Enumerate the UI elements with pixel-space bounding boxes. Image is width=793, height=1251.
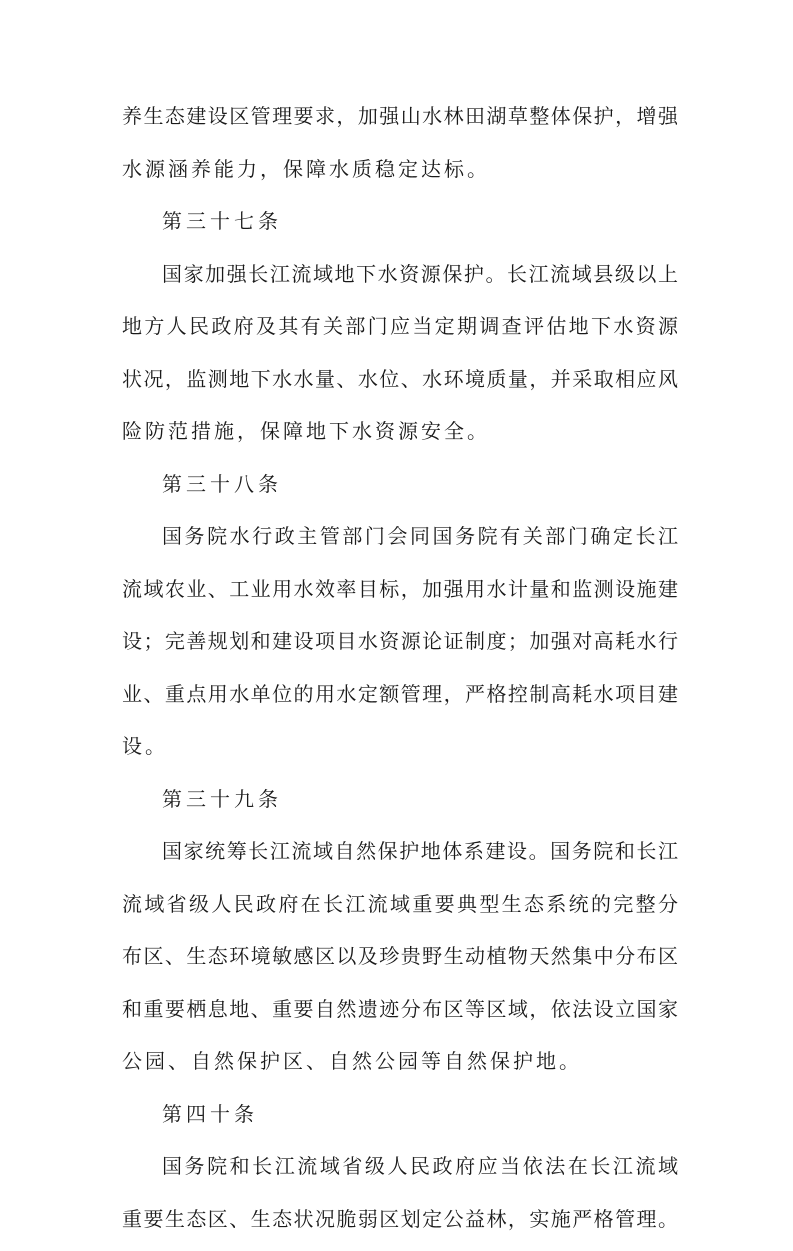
- article-heading: 第四十条: [122, 1094, 678, 1147]
- body-line: 状况，监测地下水水量、水位、水环境质量，并采取相应风: [122, 359, 678, 412]
- article-heading: 第三十九条: [122, 779, 678, 832]
- body-line: 流域省级人民政府在长江流域重要典型生态系统的完整分: [122, 884, 678, 937]
- body-line: 布区、生态环境敏感区以及珍贵野生动植物天然集中分布区: [122, 936, 678, 989]
- document-body: [122, 96, 678, 1251]
- body-line: 设；完善规划和建设项目水资源论证制度；加强对高耗水行: [122, 621, 678, 674]
- paragraph-first-line: 国务院水行政主管部门会同国务院有关部门确定长江: [122, 516, 678, 569]
- body-line: 设。: [122, 726, 678, 779]
- paragraph-first-line: 国家加强长江流域地下水资源保护。长江流域县级以上: [122, 254, 678, 307]
- body-line: 险防范措施，保障地下水资源安全。: [122, 411, 678, 464]
- paragraph-first-line: 国家统筹长江流域自然保护地体系建设。国务院和长江: [122, 831, 678, 884]
- body-line: 养生态建设区管理要求，加强山水林田湖草整体保护，增强: [122, 96, 678, 149]
- body-line: 和重要栖息地、重要自然遗迹分布区等区域，依法设立国家: [122, 989, 678, 1042]
- body-line: 水源涵养能力，保障水质稳定达标。: [122, 149, 678, 202]
- body-line: 流域农业、工业用水效率目标，加强用水计量和监测设施建: [122, 569, 678, 622]
- body-line: 业、重点用水单位的用水定额管理，严格控制高耗水项目建: [122, 674, 678, 727]
- article-heading: 第三十八条: [122, 464, 678, 517]
- article-heading: 第三十七条: [122, 201, 678, 254]
- body-line: 地方人民政府及其有关部门应当定期调查评估地下水资源: [122, 306, 678, 359]
- body-line: 公园、自然保护区、自然公园等自然保护地。: [122, 1041, 678, 1094]
- paragraph-first-line: 国务院和长江流域省级人民政府应当依法在长江流域: [122, 1146, 678, 1199]
- body-line: 重要生态区、生态状况脆弱区划定公益林，实施严格管理。: [122, 1199, 678, 1251]
